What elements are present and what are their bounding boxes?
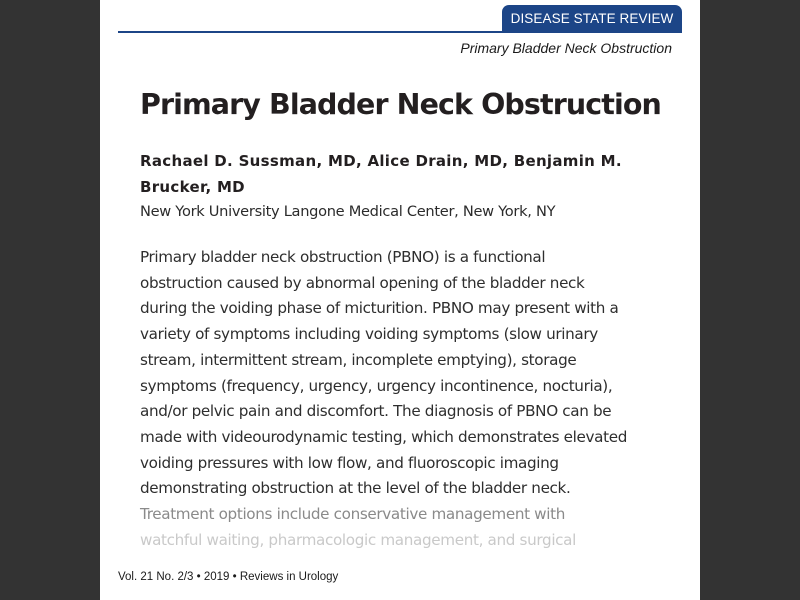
article-title: Primary Bladder Neck Obstruction bbox=[140, 88, 661, 121]
abstract-line: obstruction caused by abnormal opening of the bladder neck bbox=[140, 273, 585, 292]
abstract-line: Primary bladder neck obstruction (PBNO) is a functional bbox=[140, 248, 546, 266]
article-affiliation: New York University Langone Medical Center, New York, NY bbox=[140, 203, 556, 220]
journal-citation: Vol. 21 No. 2/3 • 2019 • Reviews in Urology bbox=[118, 571, 339, 583]
abstract-line-fading: Treatment options include conservative management with bbox=[140, 505, 566, 524]
abstract-line: and/or pelvic pain and discomfort. The diagnosis of PBNO can be bbox=[140, 402, 612, 421]
abstract-line: voiding pressures with low flow, and fluoroscopic imaging bbox=[140, 453, 559, 472]
abstract-line: made with videourodynamic testing, which demonstrates elevated bbox=[140, 427, 627, 446]
article-page bbox=[100, 0, 700, 600]
section-tab: DISEASE STATE REVIEW bbox=[502, 5, 682, 33]
running-title: Primary Bladder Neck Obstruction bbox=[460, 40, 672, 56]
abstract-line: symptoms (frequency, urgency, urgency incontinence, nocturia), bbox=[140, 376, 613, 395]
abstract-line-fading: watchful waiting, pharmacologic management, and surgical bbox=[140, 530, 577, 549]
abstract bbox=[140, 245, 670, 579]
abstract-line: stream, intermittent stream, incomplete emptying), storage bbox=[140, 350, 577, 369]
abstract-line: variety of symptoms including voiding symptoms (slow urinary bbox=[140, 325, 598, 344]
article-authors: Rachael D. Sussman, MD, Alice Drain, MD, Benjamin M. Brucker, MD bbox=[140, 152, 622, 196]
abstract-line: during the voiding phase of micturition. PBNO may present with a bbox=[140, 299, 619, 318]
abstract-line: demonstrating obstruction at the level of the bladder neck. bbox=[140, 479, 571, 498]
